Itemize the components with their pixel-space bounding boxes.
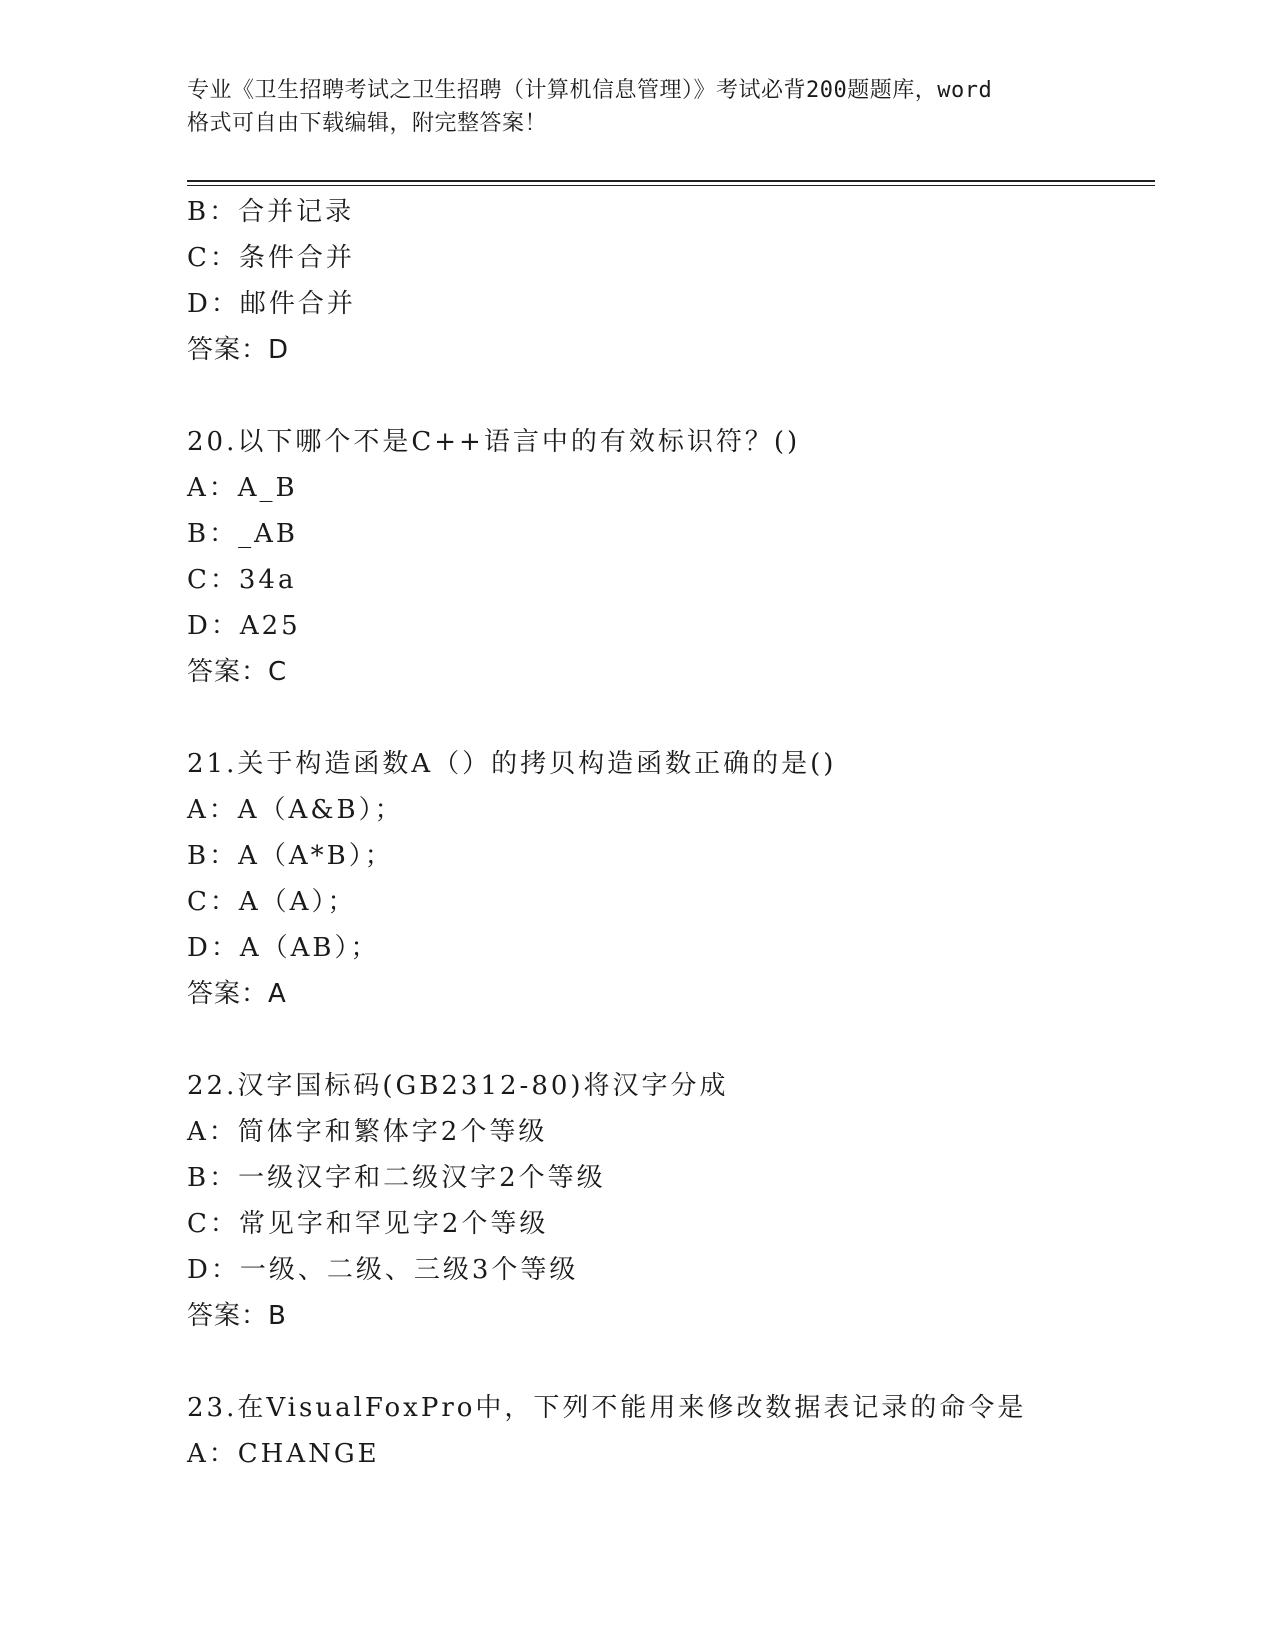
- question-text: 21.关于构造函数A（）的拷贝构造函数正确的是(): [187, 749, 837, 779]
- option-a: A：CHANGE: [187, 1439, 380, 1469]
- question-text: 20.以下哪个不是C++语言中的有效标识符？(): [187, 427, 801, 457]
- option-a: A：A（A&B）；: [187, 795, 404, 825]
- answer-line: 答案：A: [187, 979, 287, 1009]
- answer-line: 答案：B: [187, 1301, 287, 1331]
- spacer: [187, 695, 1155, 741]
- option-a: A：A_B: [187, 473, 298, 503]
- option-c: C：常见字和罕见字2个等级: [187, 1209, 549, 1239]
- option-b: B：A（A*B）；: [187, 841, 394, 871]
- answer-line: 答案：C: [187, 657, 288, 687]
- option-d: D：A（AB）；: [187, 933, 380, 963]
- option-a: A：简体字和繁体字2个等级: [187, 1117, 548, 1147]
- spacer: [187, 1339, 1155, 1385]
- spacer: [187, 1017, 1155, 1063]
- question-block-23: [187, 1385, 1155, 1477]
- option-b: B：一级汉字和二级汉字2个等级: [187, 1163, 606, 1193]
- question-text: 23.在VisualFoxPro中，下列不能用来修改数据表记录的命令是: [187, 1393, 1027, 1423]
- header-divider-thick: [187, 180, 1155, 182]
- option-b: B：合并记录: [187, 197, 355, 227]
- answer-line: 答案：D: [187, 335, 290, 365]
- question-list: [187, 189, 1155, 1477]
- option-c: C：条件合并: [187, 243, 355, 273]
- option-d: D：一级、二级、三级3个等级: [187, 1255, 579, 1285]
- question-block-20: [187, 419, 1155, 695]
- header-line-1: 专业《卫生招聘考试之卫生招聘（计算机信息管理）》考试必背200题题库，word: [187, 78, 993, 103]
- option-c: C：A（A）；: [187, 887, 357, 917]
- header-line-2: 格式可自由下载编辑，附完整答案！: [187, 111, 548, 136]
- question-block-21: [187, 741, 1155, 1017]
- option-b: B：_AB: [187, 519, 298, 549]
- option-d: D：A25: [187, 611, 301, 641]
- spacer: [187, 373, 1155, 419]
- option-c: C：34a: [187, 565, 297, 595]
- question-block-22: [187, 1063, 1155, 1339]
- option-d: D：邮件合并: [187, 289, 356, 319]
- question-text: 22.汉字国标码(GB2312-80)将汉字分成: [187, 1071, 729, 1101]
- document-header: [187, 74, 1087, 140]
- question-block-19: [187, 189, 1155, 373]
- header-divider-thin: [187, 185, 1155, 186]
